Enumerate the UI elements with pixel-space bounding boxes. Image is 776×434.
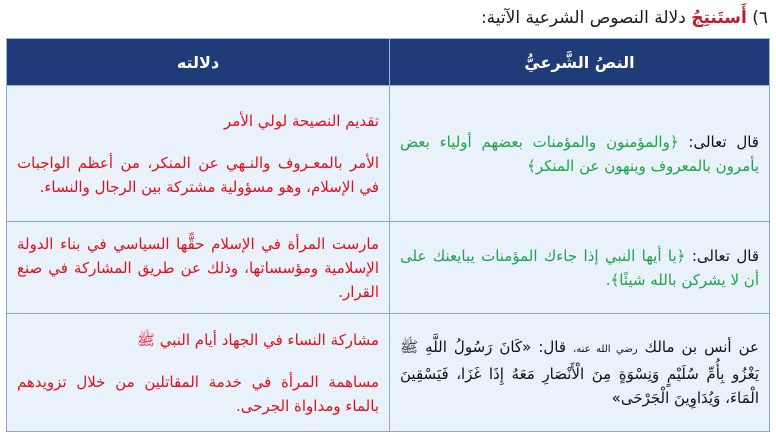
row3-text-prefix: عن أنس بن مالك	[644, 338, 759, 356]
table-row	[7, 222, 770, 314]
row2-meaning-cell	[7, 222, 390, 314]
row1-meaning-cell	[7, 86, 390, 222]
row1-text-prefix: قال تعالى:	[678, 132, 759, 151]
table-row	[7, 86, 770, 222]
texts-table	[6, 38, 770, 432]
row3-text-cell	[390, 314, 770, 432]
row3-hadith: يَغْزُو بِأُمِّ سُلَيْمٍ وَنِسْوَةٍ مِنَ الْأَنْصَارِ مَعَهُ إِذَا غَزَا، فَيَسْقِينَ الْمَاءَ، وَيُدَاوِينَ الْجَرْحَى»	[400, 365, 759, 407]
row1-meaning-1: تقديم النصيحة لولي الأمر	[223, 111, 379, 130]
row2-text-cell	[390, 222, 770, 314]
table-row	[7, 314, 770, 432]
row2-text-prefix: قال تعالى:	[685, 246, 759, 265]
row3-meaning-2: مساهمة المرأة في خدمة المقاتلين من خلال تزويدهم بالماء ومداواة الجرحى.	[17, 372, 379, 415]
row1-meaning-2: الأمر بالمعـروف والنـهي عن المنكر، من أعظم الواجبات في الإسلام، وهو مسؤولية مشتركة بين الرجال والنساء.	[17, 153, 379, 196]
row1-text-cell	[390, 86, 770, 222]
row3-meaning-1-line	[17, 328, 379, 352]
row3-honorific: رضي الله عنه،	[573, 344, 638, 355]
row3-meaning-salla: ﷺ	[136, 330, 155, 349]
exercise-number: ٦)	[752, 8, 768, 28]
exercise-instruction: دلالة النصوص الشرعية الآتية:	[480, 8, 686, 28]
row3-salla: ﷺ	[400, 338, 419, 356]
table-header-row	[7, 39, 770, 86]
header-meaning: دلالته	[7, 39, 390, 86]
row1-verse: ﴿والمؤمنون والمؤمنات بعضهم أولياء بعض يأمرون بالمعروف وينهون عن المنكر﴾	[400, 132, 759, 175]
row2-meaning-1: مارست المرأة في الإسلام حقًّها السياسي في بناء الدولة الإسلامية ومؤسساتها، وذلك عن طريق المشاركة في صنع القرار.	[17, 234, 379, 301]
header-text: النصُ الشَّرعيُّ	[390, 39, 770, 86]
row3-meaning-cell	[7, 314, 390, 432]
row3-meaning-1: مشاركة النساء في الجهاد أيام النبي	[159, 330, 379, 349]
row2-verse: ﴿يا أيها النبي إذا جاءك المؤمنات يبايعنك على أن لا يشركن بالله شيئًا﴾.	[400, 246, 759, 289]
exercise-verb: أَستَنتِجُ	[691, 8, 747, 28]
exercise-heading	[8, 4, 768, 32]
row3-said: قال: «كَانَ رَسُولُ اللَّهِ	[425, 338, 574, 356]
